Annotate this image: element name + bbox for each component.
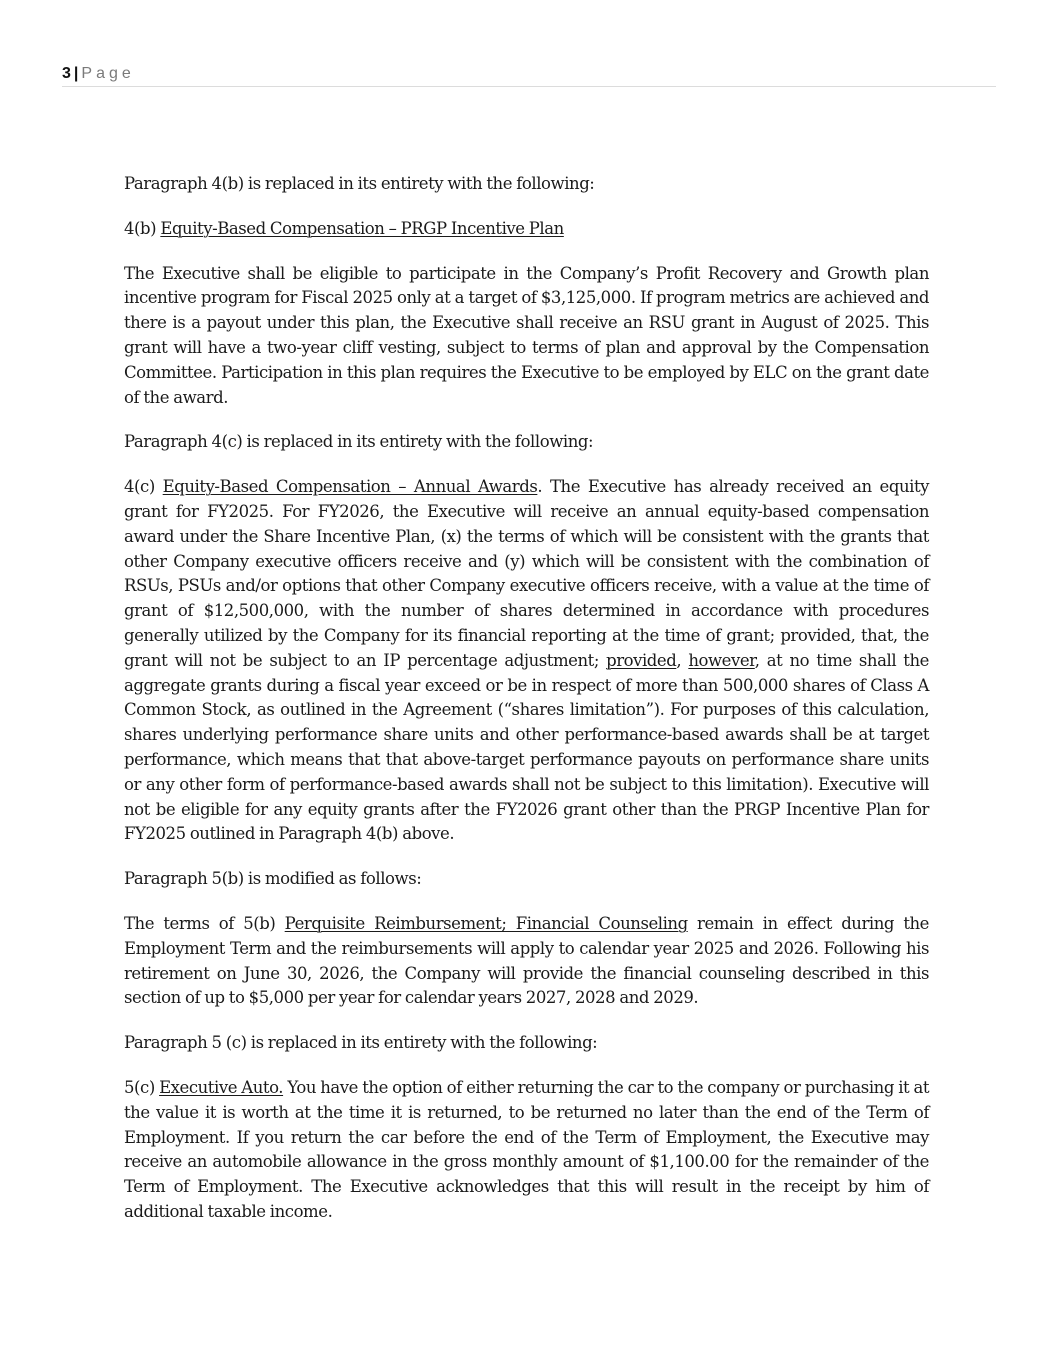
document-body	[124, 172, 929, 1245]
paragraph-4c-prefix: 4(c)	[124, 477, 163, 497]
page-label: Page	[81, 65, 135, 82]
paragraph-4b-body: The Executive shall be eligible to participate in the Company’s Profit Recovery and Growth plan incentive program for Fiscal 2025 only at a target of $3,125,000. If program metrics are achieved and there is a payout under this plan, the Executive shall receive an RSU grant in August of 2025. This grant will have a two-year cliff vesting, subject to terms of plan and approval by the Compensation Committee. Participation in this plan requires the Executive to be employed by ELC on the grant date of the award.	[124, 263, 929, 407]
paragraph-4b-heading-prefix: 4(b)	[124, 218, 161, 238]
paragraph-4b-heading-title: Equity-Based Compensation – PRGP Incentive Plan	[160, 218, 564, 238]
paragraph-4c-however: however	[688, 650, 755, 670]
paragraph-5b-text: remain in effect during the Employment Term and the reimbursements will apply to calendar year 2025 and 2026. Following his retirement on June 30, 2026, the Company will provide the financial counseling described in this section of up to $5,000 per year for calendar years 2027, 2028 and 2029.	[124, 913, 930, 1008]
paragraph-5c-intro: Paragraph 5 (c) is replaced in its entirety with the following:	[124, 1033, 598, 1053]
paragraph-5c-body	[124, 1076, 929, 1225]
paragraph-5b-intro: Paragraph 5(b) is modified as follows:	[124, 869, 422, 889]
paragraph-5b-prefix: The terms of 5(b)	[124, 913, 285, 933]
paragraph-5b-title: Perquisite Reimbursement; Financial Counseling	[284, 913, 688, 933]
paragraph-4c-text-2: , at no time shall the aggregate grants during a fiscal year exceed or be in respect of more than 500,000 shares of Class A Common Stock, as outlined in the Agreement (“shares limitation”). For purposes of this calculation, shares underlying performance share units and other performance-based awards shall be at target performance, which means that that above-target performance payouts on performance share units or any other form of performance-based awards shall not be subject to this limitation). Executive will not be eligible for any equity grants after the FY2026 grant other than the PRGP Incentive Plan for FY2025 outlined in Paragraph 4(b) above.	[124, 650, 929, 844]
paragraph-4b-heading	[124, 217, 929, 242]
page-number: 3	[62, 65, 71, 82]
paragraph-4c-text-1: . The Executive has already received an equity grant for FY2025. For FY2026, the Executive will receive an annual equity-based compensation award under the Share Incentive Plan, (x) the terms of which will be consistent with the grants that other Company executive officers receive and (y) which will be consistent with the combination of RSUs, PSUs and/or options that other Company executive officers receive, with a value at the time of grant of $12,500,000, with the number of shares determined in accordance with procedures generally utilized by the Company for its financial reporting at the time of grant; provided, that, the grant will not be subject to an IP percentage adjustment;	[124, 477, 929, 670]
paragraph-4c-body	[124, 475, 929, 847]
page-separator: |	[73, 65, 79, 82]
paragraph-5c-text: You have the option of either returning the car to the company or purchasing it at the value it is worth at the time it is returned, to be returned no later than the end of the Term of Employment. If you return the car before the end of the Term of Employment, the Executive may receive an automobile allowance in the gross monthly amount of $1,100.00 for the remainder of the Term of Employment. The Executive acknowledges that this will result in the receipt by him of additional taxable income.	[124, 1077, 930, 1221]
paragraph-4c-comma: ,	[676, 650, 689, 670]
page-header	[62, 64, 996, 87]
paragraph-5c-title: Executive Auto.	[159, 1077, 284, 1097]
paragraph-5b-body	[124, 912, 929, 1011]
paragraph-4c-provided: provided	[606, 650, 677, 670]
paragraph-5c-prefix: 5(c)	[124, 1077, 160, 1097]
paragraph-4c-intro: Paragraph 4(c) is replaced in its entirety with the following:	[124, 432, 594, 452]
paragraph-4c-title: Equity-Based Compensation – Annual Awards	[162, 477, 538, 497]
paragraph-4b-intro: Paragraph 4(b) is replaced in its entirety with the following:	[124, 174, 595, 193]
